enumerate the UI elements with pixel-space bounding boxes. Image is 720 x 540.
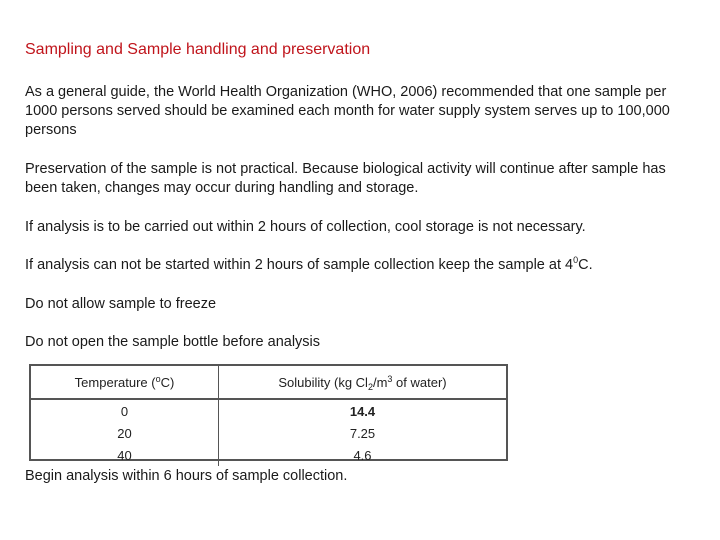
- cell-solubility: 4.6: [353, 447, 372, 463]
- header-temperature-text: Temperature (: [74, 374, 156, 390]
- slide-title: Sampling and Sample handling and preservation: [25, 41, 371, 58]
- header-solubility-text: Solubility (kg Cl: [278, 374, 368, 390]
- header-solubility: [219, 366, 507, 399]
- paragraph-temperature: [25, 256, 705, 275]
- paragraph-preservation: Preservation of the sample is not practical. Because biological activity will continue after sample has been taken, changes may occur during handling and storage.: [25, 161, 666, 196]
- header-temperature: [31, 366, 219, 399]
- table-header-row: [31, 366, 506, 399]
- header-temperature-unit: C): [160, 374, 175, 390]
- table-row: [31, 399, 506, 422]
- paragraph-who-guideline: As a general guide, the World Health Organization (WHO, 2006) recommended that one sample per 1000 persons served should be examined each month for water supply system serves up to 100,000 persons: [25, 84, 670, 138]
- header-solubility-mid: /m: [372, 374, 388, 390]
- cell-temperature: 20: [31, 422, 219, 444]
- paragraph-begin-analysis: Begin analysis within 6 hours of sample collection.: [25, 468, 348, 484]
- paragraph-no-open: Do not open the sample bottle before analysis: [25, 334, 321, 350]
- cell-temperature: 0: [31, 399, 219, 422]
- paragraph-no-freeze: Do not allow sample to freeze: [25, 296, 217, 312]
- cell-temperature: 40: [31, 444, 219, 466]
- header-solubility-sub: 2: [367, 381, 373, 392]
- cell-solubility: 14.4: [349, 403, 376, 419]
- paragraph-temperature-unit: C.: [578, 257, 593, 273]
- cell-solubility: 7.25: [349, 425, 376, 441]
- degree-superscript: 0: [573, 255, 579, 265]
- header-temperature-sup: o: [155, 373, 161, 384]
- header-solubility-sup: 3: [387, 373, 393, 384]
- solubility-table: [29, 364, 508, 461]
- header-solubility-unit: of water): [392, 374, 447, 390]
- table-row: [31, 422, 506, 444]
- table-row: [31, 444, 506, 466]
- paragraph-cool-storage: If analysis is to be carried out within 2 hours of collection, cool storage is not necessary.: [25, 219, 586, 235]
- paragraph-temperature-text: If analysis can not be started within 2 hours of sample collection keep the sample at 4: [25, 257, 574, 273]
